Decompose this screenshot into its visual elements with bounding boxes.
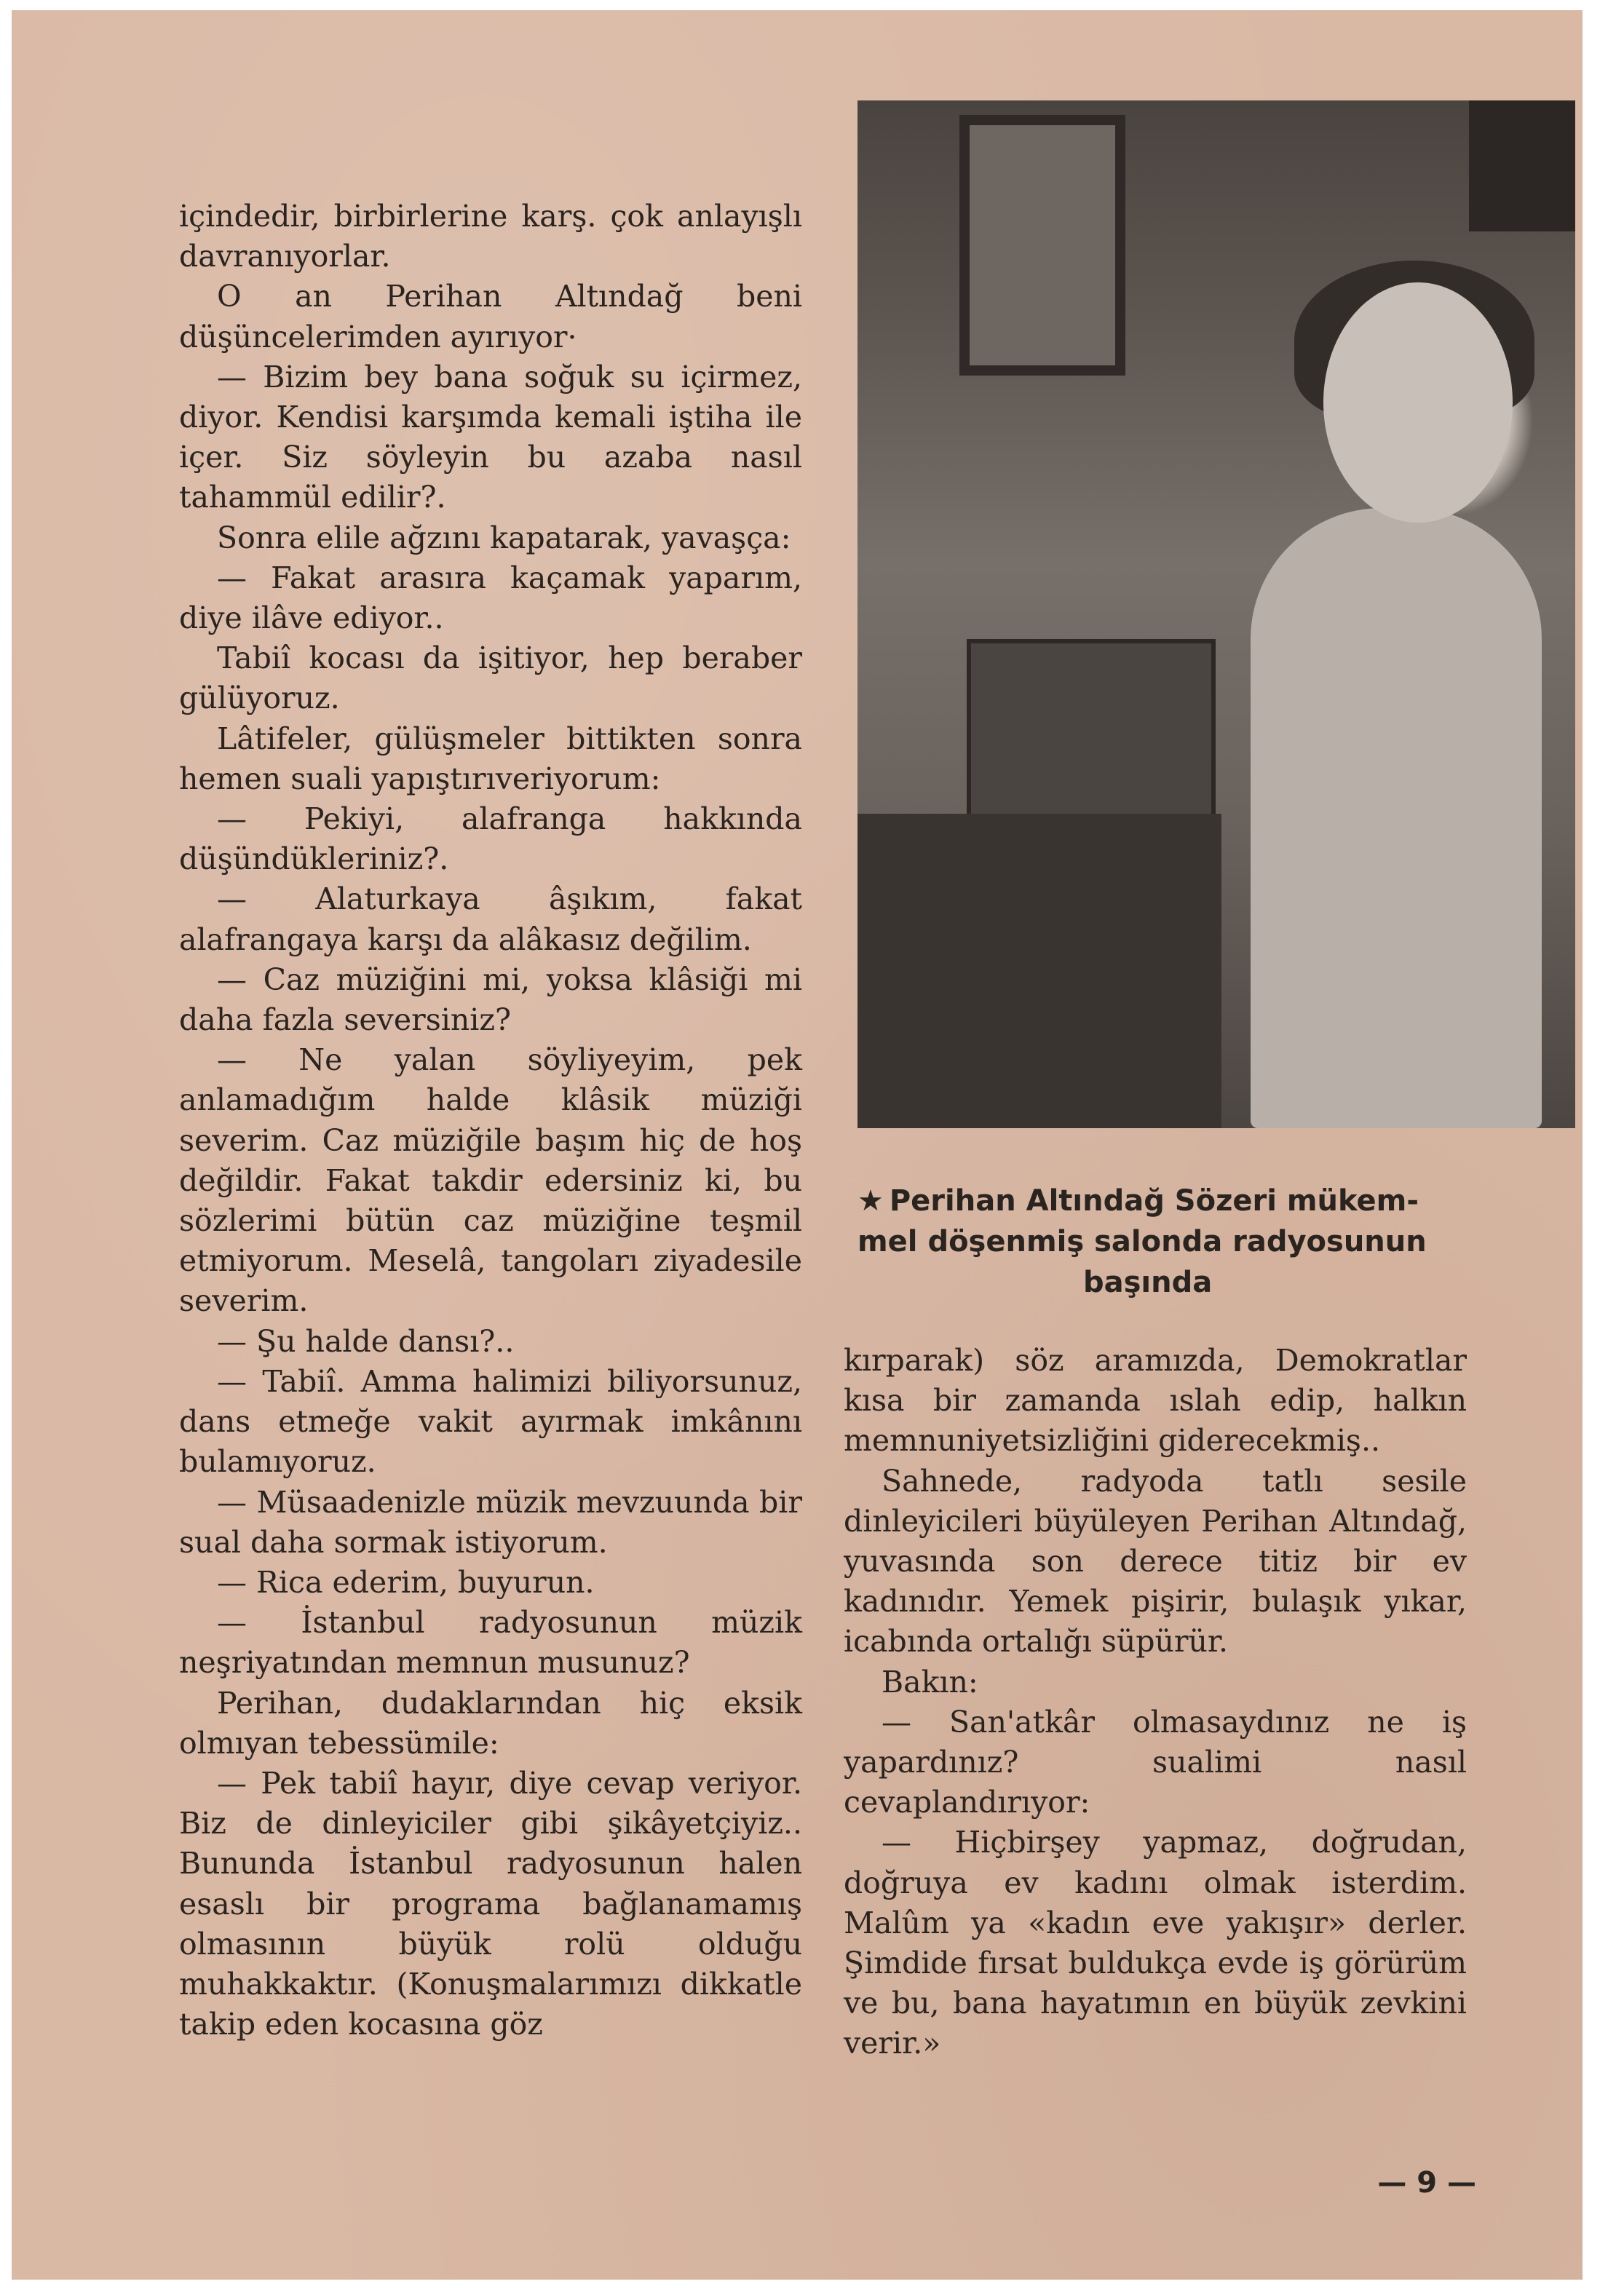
page-number: — 9 —	[1377, 2166, 1476, 2200]
photo-wall-frame	[959, 115, 1125, 376]
paragraph: — Tabiî. Amma halimizi biliyorsunuz, dans etmeğe vakit ayırmak imkânını bulamıyoruz.	[179, 1363, 802, 1480]
paragraph: kırparak) söz aramızda, Demokratlar kısa bir zamanda ıslah edip, halkın memnuniyetsizliğini giderecekmiş..	[844, 1343, 1467, 1459]
photo-radio-set	[967, 639, 1216, 822]
right-text-column	[844, 1341, 1467, 2064]
photo-caption	[857, 1181, 1469, 1303]
paragraph: — Fakat arasıra kaçamak yaparım, diye ilâve ediyor..	[179, 560, 802, 636]
caption-line: başında	[1083, 1266, 1213, 1299]
caption-line: Perihan Altındağ Sözeri mükem-	[889, 1184, 1419, 1218]
paragraph: — Hiçbirşey yapmaz, doğrudan, doğruya ev kadını olmak isterdim. Malûm ya «kadın eve yakışır» derler. Şimdide fırsat buldukça evde iş görürüm ve bu, bana hayatımın en büyük zevkini verir.»	[844, 1825, 1467, 2061]
photo-woman-face	[1323, 282, 1513, 523]
star-icon: ★	[857, 1184, 884, 1218]
paragraph: — Bizim bey bana soğuk su içirmez, diyor. Kendisi karşımda kemali iştiha ile içer. Siz söyleyin bu azaba nasıl tahammül edilir?.	[179, 359, 802, 515]
paragraph: O an Perihan Altındağ beni düşüncelerimden ayırıyor·	[179, 279, 802, 354]
paragraph: — Şu halde dansı?..	[217, 1323, 515, 1359]
photo-woman-figure	[1251, 508, 1542, 1128]
paragraph: içindedir, birbirlerine karş. çok anlayışlı davranıyorlar.	[179, 199, 802, 274]
paragraph: — Pekiyi, alafranga hakkında düşündükleriniz?.	[179, 801, 802, 877]
paragraph: — San'atkâr olmasaydınız ne iş yapardınız? sualimi nasıl cevaplandırıyor:	[844, 1704, 1467, 1820]
paragraph: Bakın:	[882, 1664, 978, 1700]
paragraph: — Ne yalan söyliyeyim, pek anlamadığım halde klâsik müziği severim. Caz müziğile başım hiç de hoş değildir. Fakat takdir edersiniz ki, bu sözlerimi bütün caz müziğine teşmil etmiyorum. Meselâ, tangoları ziyadesile severim.	[179, 1042, 802, 1319]
paragraph: Sahnede, radyoda tatlı sesile dinleyicileri büyüleyen Perihan Altındağ, yuvasında son derece titiz bir ev kadınıdır. Yemek pişirir, bulaşık yıkar, icabında ortalığı süpürür.	[844, 1463, 1467, 1659]
magazine-page	[12, 10, 1583, 2280]
paragraph: Perihan, dudaklarından hiç eksik olmıyan tebessümile:	[179, 1685, 802, 1761]
paragraph: Sonra elile ağzını kapatarak, yavaşça:	[217, 520, 791, 555]
paragraph: — Müsaadenizle müzik mevzuunda bir sual daha sormak istiyorum.	[179, 1484, 802, 1560]
paragraph: — Alaturkaya âşıkım, fakat alafrangaya karşı da alâkasız değilim.	[179, 881, 802, 957]
photo-cabinet	[857, 814, 1221, 1128]
left-text-column	[179, 197, 802, 2045]
paragraph: — Rica ederim, buyurun.	[217, 1564, 595, 1600]
paragraph: — İstanbul radyosunun müzik neşriyatından memnun musunuz?	[179, 1605, 802, 1681]
caption-line: mel döşenmiş salonda radyosunun	[857, 1225, 1427, 1258]
paragraph: — Pek tabiî hayır, diye cevap veriyor. Biz de dinleyiciler gibi şikâyetçiyiz.. Bununda İstanbul radyosunun halen esaslı bir programa bağlanamamış olmasının büyük rolü olduğu muhakkaktır. (Konuşmalarımızı dikkatle takip eden kocasına göz	[179, 1765, 802, 2042]
paragraph: — Caz müziğini mi, yoksa klâsiği mi daha fazla seversiniz?	[179, 961, 802, 1038]
photo-wall-frame	[1469, 100, 1575, 231]
paragraph: Lâtifeler, gülüşmeler bittikten sonra hemen suali yapıştırıveriyorum:	[179, 721, 802, 796]
paragraph: Tabiî kocası da işitiyor, hep beraber gülüyoruz.	[179, 641, 802, 716]
photo-woman-at-radio	[857, 100, 1575, 1128]
